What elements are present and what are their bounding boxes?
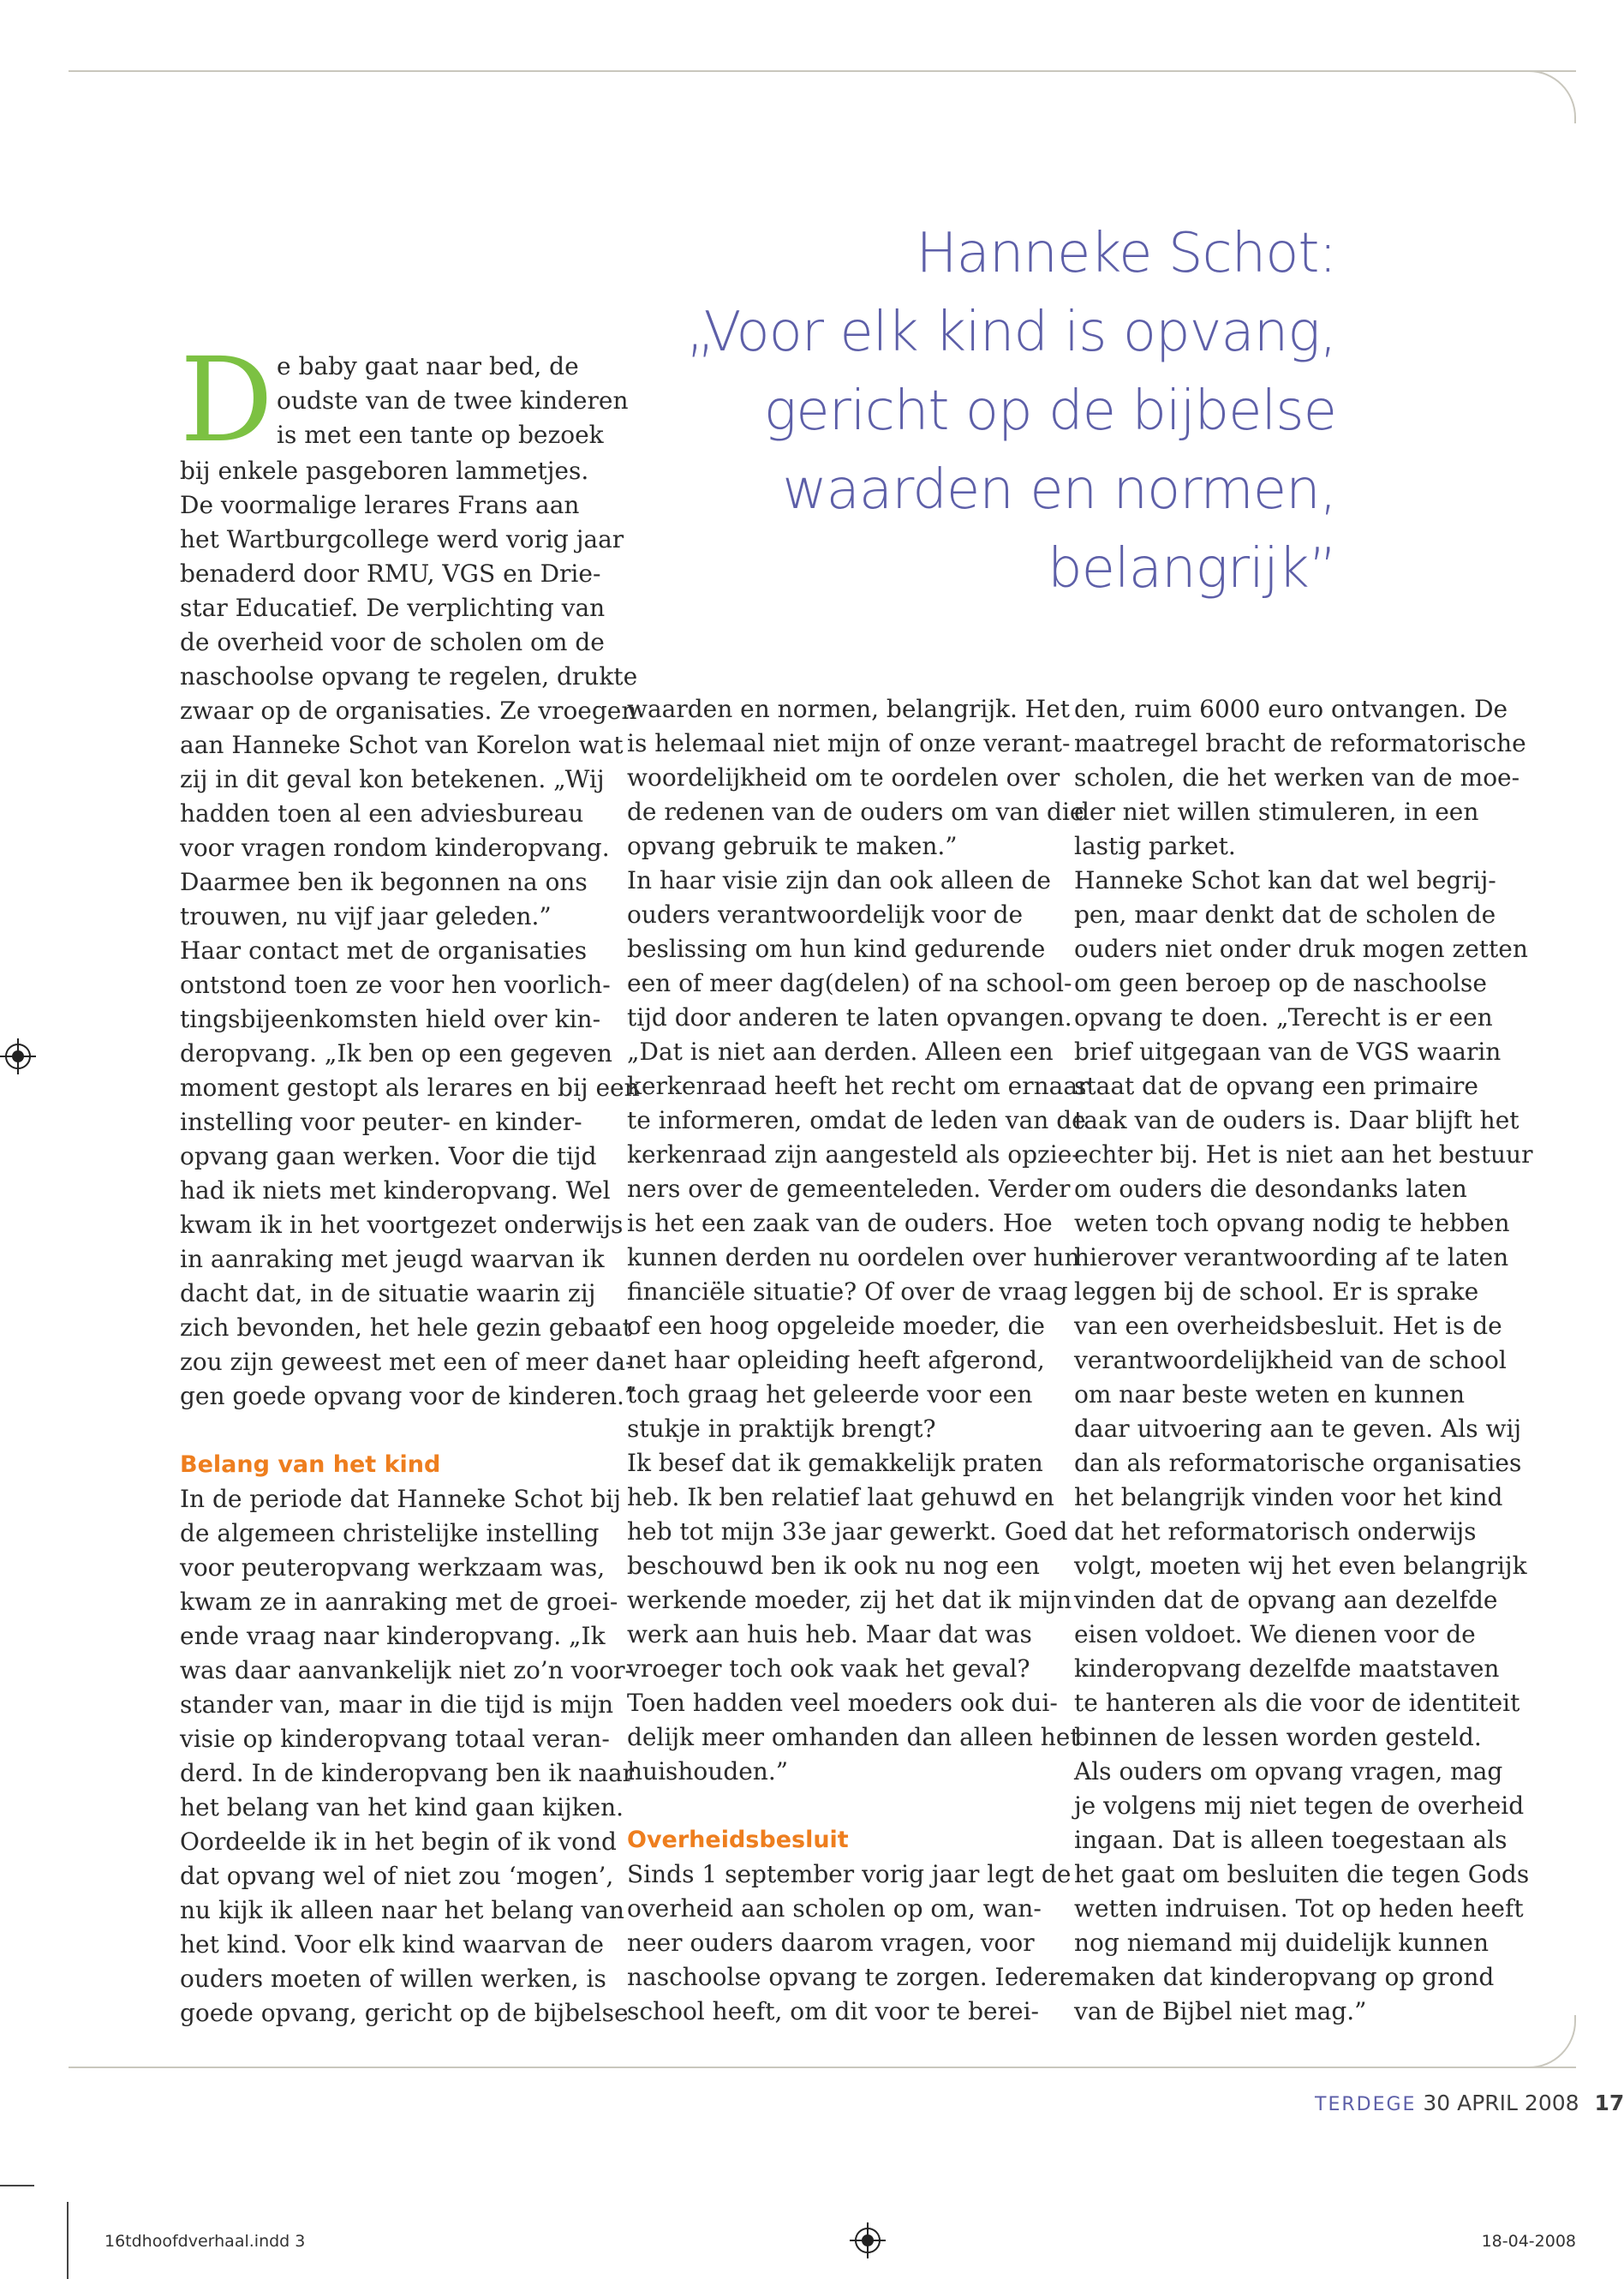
text-line: vroeger toch ook vaak het geval? bbox=[627, 1654, 1030, 1683]
text-line: verantwoordelijkheid van de school bbox=[1074, 1346, 1507, 1374]
text-line: Daarmee ben ik begonnen na ons bbox=[180, 868, 588, 896]
column-2-text-continued bbox=[627, 1857, 1074, 2029]
drop-cap: D bbox=[180, 333, 274, 469]
text-line: van de Bijbel niet mag.” bbox=[1074, 1997, 1367, 2025]
text-line: ners over de gemeenteleden. Verder bbox=[627, 1175, 1071, 1203]
text-line: Toen hadden veel moeders ook dui- bbox=[627, 1689, 1058, 1717]
text-line: het gaat om besluiten die tegen Gods bbox=[1074, 1860, 1530, 1888]
text-line: je volgens mij niet tegen de overheid bbox=[1074, 1791, 1525, 1820]
text-line: binnen de lessen worden gesteld. bbox=[1074, 1723, 1482, 1751]
pull-quote-line: „Voor elk kind is opvang, bbox=[686, 301, 1336, 364]
text-line: om ouders die desondanks laten bbox=[1074, 1175, 1467, 1203]
text-line: Als ouders om opvang vragen, mag bbox=[1074, 1757, 1503, 1786]
text-line: wetten indruisen. Tot op heden heeft bbox=[1074, 1894, 1524, 1923]
text-line: om naar beste weten en kunnen bbox=[1074, 1380, 1466, 1409]
article-column-2 bbox=[627, 692, 1090, 2029]
text-line: star Educatief. De verplichting van bbox=[180, 594, 606, 622]
text-line: zwaar op de organisaties. Ze vroegen bbox=[180, 697, 637, 725]
text-line: opvang te doen. „Terecht is er een bbox=[1074, 1003, 1493, 1032]
text-line: neer ouders daarom vragen, voor bbox=[627, 1929, 1035, 1957]
column-1-text bbox=[180, 454, 640, 1414]
text-line: stukje in praktijk brengt? bbox=[627, 1415, 936, 1443]
text-line: had ik niets met kinderopvang. Wel bbox=[180, 1176, 611, 1205]
text-line: werk aan huis heb. Maar dat was bbox=[627, 1620, 1032, 1648]
text-line: kwam ik in het voortgezet onderwijs bbox=[180, 1211, 624, 1239]
text-line: der niet willen stimuleren, in een bbox=[1074, 798, 1479, 826]
text-line: brief uitgegaan van de VGS waarin bbox=[1074, 1038, 1502, 1066]
text-line: echter bij. Het is niet aan het bestuur bbox=[1074, 1140, 1533, 1169]
text-line: vinden dat de opvang aan dezelfde bbox=[1074, 1586, 1498, 1614]
text-line: een of meer dag(delen) of na school- bbox=[627, 969, 1072, 997]
text-line: daar uitvoering aan te geven. Als wij bbox=[1074, 1415, 1522, 1443]
text-line: benaderd door RMU, VGS en Drie- bbox=[180, 559, 601, 588]
text-line: staat dat de opvang een primaire bbox=[1074, 1072, 1478, 1100]
text-line: in aanraking met jeugd waarvan ik bbox=[180, 1245, 605, 1273]
pull-quote-line: belangrijk” bbox=[1047, 537, 1336, 601]
text-line: Oordeelde ik in het begin of ik vond bbox=[180, 1827, 617, 1856]
text-line: nog niemand mij duidelijk kunnen bbox=[1074, 1929, 1489, 1957]
text-line: te informeren, omdat de leden van de bbox=[627, 1106, 1086, 1134]
text-line: het belang van het kind gaan kijken. bbox=[180, 1793, 624, 1821]
text-line: of een hoog opgeleide moeder, die bbox=[627, 1312, 1045, 1340]
text-line: Ik besef dat ik gemakkelijk praten bbox=[627, 1449, 1043, 1477]
text-line: den, ruim 6000 euro ontvangen. De bbox=[1074, 695, 1508, 723]
text-line: leggen bij de school. Er is sprake bbox=[1074, 1277, 1479, 1306]
text-line: ouders verantwoordelijk voor de bbox=[627, 900, 1024, 929]
text-line: voor vragen rondom kinderopvang. bbox=[180, 834, 610, 862]
text-line: kwam ze in aanraking met de groei- bbox=[180, 1588, 618, 1616]
text-line: ouders moeten of willen werken, is bbox=[180, 1965, 606, 1993]
text-line: heb. Ik ben relatief laat gehuwd en bbox=[627, 1483, 1054, 1511]
text-line: kunnen derden nu oordelen over hun bbox=[627, 1243, 1080, 1271]
text-line: beschouwd ben ik ook nu nog een bbox=[627, 1552, 1040, 1580]
text-line: school heeft, om dit voor te berei- bbox=[627, 1997, 1039, 2025]
text-line: tijd door anderen te laten opvangen. bbox=[627, 1003, 1072, 1032]
text-line: taak van de ouders is. Daar blijft het bbox=[1074, 1106, 1520, 1134]
text-line: kinderopvang dezelfde maatstaven bbox=[1074, 1654, 1500, 1683]
issue-date: 30 APRIL 2008 bbox=[1423, 2091, 1579, 2115]
text-line: het Wartburgcollege werd vorig jaar bbox=[180, 525, 624, 553]
text-line: weten toch opvang nodig te hebben bbox=[1074, 1209, 1510, 1237]
text-line: bij enkele pasgeboren lammetjes. bbox=[180, 457, 589, 485]
article-column-1 bbox=[180, 333, 640, 2031]
crop-mark bbox=[67, 2202, 69, 2279]
text-line: scholen, die het werken van de moe- bbox=[1074, 763, 1520, 792]
text-line: trouwen, nu vijf jaar geleden.” bbox=[180, 902, 552, 930]
text-line: voor peuteropvang werkzaam was, bbox=[180, 1553, 606, 1582]
article-column-3 bbox=[1074, 692, 1533, 2029]
text-line: toch graag het geleerde voor een bbox=[627, 1380, 1033, 1409]
text-line: ende vraag naar kinderopvang. „Ik bbox=[180, 1622, 606, 1650]
text-line: werkende moeder, zij het dat ik mijn bbox=[627, 1586, 1072, 1614]
text-line: waarden en normen, belangrijk. Het bbox=[627, 695, 1071, 723]
text-line: is met een tante op bezoek bbox=[277, 421, 604, 449]
crop-mark bbox=[0, 2185, 34, 2186]
text-line: maken dat kinderopvang op grond bbox=[1074, 1963, 1495, 1991]
text-line: In de periode dat Hanneke Schot bij bbox=[180, 1485, 621, 1513]
text-line: nu kijk ik alleen naar het belang van bbox=[180, 1896, 624, 1924]
text-line: dacht dat, in de situatie waarin zij bbox=[180, 1279, 596, 1307]
text-line: om geen beroep op de naschoolse bbox=[1074, 969, 1487, 997]
text-line: financiële situatie? Of over de vraag bbox=[627, 1277, 1068, 1306]
top-right-corner-rule bbox=[1523, 70, 1576, 123]
text-line: derd. In de kinderopvang ben ik naar bbox=[180, 1759, 635, 1787]
text-line: huishouden.” bbox=[627, 1757, 789, 1786]
subheading-overheidsbesluit: Overheidsbesluit bbox=[627, 1827, 849, 1853]
text-line: dat opvang wel of niet zou ‘mogen’, bbox=[180, 1862, 614, 1890]
pull-quote-line: waarden en normen, bbox=[782, 458, 1336, 522]
pull-quote-line: Hanneke Schot: bbox=[916, 222, 1336, 285]
text-line: is het een zaak van de ouders. Hoe bbox=[627, 1209, 1053, 1237]
page-number: 17 bbox=[1594, 2091, 1624, 2115]
text-line: ingaan. Dat is alleen toegestaan als bbox=[1074, 1826, 1508, 1854]
text-line: volgt, moeten wij het even belangrijk bbox=[1074, 1552, 1527, 1580]
text-line: zij in dit geval kon betekenen. „Wij bbox=[180, 765, 605, 793]
pull-quote-line: gericht op de bijbelse bbox=[763, 380, 1336, 443]
text-line: Hanneke Schot kan dat wel begrij- bbox=[1074, 866, 1496, 894]
text-line: moment gestopt als lerares en bij een bbox=[180, 1074, 640, 1102]
text-line: De voormalige lerares Frans aan bbox=[180, 491, 580, 519]
text-line: pen, maar denkt dat de scholen de bbox=[1074, 900, 1496, 929]
text-line: de redenen van de ouders om van die bbox=[627, 798, 1084, 826]
text-line: dan als reformatorische organisaties bbox=[1074, 1449, 1522, 1477]
text-line: hierover verantwoording af te laten bbox=[1074, 1243, 1509, 1271]
slug-filename: 16tdhoofdverhaal.indd 3 bbox=[104, 2232, 306, 2251]
text-line: van een overheidsbesluit. Het is de bbox=[1074, 1312, 1502, 1340]
text-line: goede opvang, gericht op de bijbelse bbox=[180, 1999, 629, 2027]
text-line: naschoolse opvang te regelen, drukte bbox=[180, 662, 638, 691]
text-line: e baby gaat naar bed, de bbox=[277, 352, 579, 380]
magazine-name: TERDEGE bbox=[1315, 2094, 1417, 2115]
text-line: eisen voldoet. We dienen voor de bbox=[1074, 1620, 1476, 1648]
registration-mark-icon bbox=[5, 1044, 31, 1069]
column-3-text bbox=[1074, 692, 1533, 2029]
text-line: lastig parket. bbox=[1074, 832, 1236, 860]
text-line: het kind. Voor elk kind waarvan de bbox=[180, 1930, 604, 1959]
text-line: de overheid voor de scholen om de bbox=[180, 628, 605, 656]
text-line: het belangrijk vinden voor het kind bbox=[1074, 1483, 1503, 1511]
text-line: heb tot mijn 33e jaar gewerkt. Goed bbox=[627, 1517, 1068, 1546]
text-line: instelling voor peuter- en kinder- bbox=[180, 1108, 582, 1136]
text-line: zich bevonden, het hele gezin gebaat bbox=[180, 1313, 632, 1342]
text-line: beslissing om hun kind gedurende bbox=[627, 935, 1046, 963]
text-line: woordelijkheid om te oordelen over bbox=[627, 763, 1060, 792]
text-line: Haar contact met de organisaties bbox=[180, 936, 588, 965]
text-line: kerkenraad heeft het recht om ernaar bbox=[627, 1072, 1090, 1100]
text-line: is helemaal niet mijn of onze verant- bbox=[627, 729, 1071, 757]
text-line: Sinds 1 september vorig jaar legt de bbox=[627, 1860, 1072, 1888]
text-line: net haar opleiding heeft afgerond, bbox=[627, 1346, 1045, 1374]
page-folio bbox=[1315, 2091, 1624, 2115]
text-line: maatregel bracht de reformatorische bbox=[1074, 729, 1526, 757]
text-line: overheid aan scholen op om, wan- bbox=[627, 1894, 1042, 1923]
text-line: ouders niet onder druk mogen zetten bbox=[1074, 935, 1528, 963]
text-line: opvang gebruik te maken.” bbox=[627, 832, 958, 860]
text-line: oudste van de twee kinderen bbox=[277, 386, 629, 415]
column-1-text-continued bbox=[180, 1482, 635, 2031]
subheading-belang-van-het-kind: Belang van het kind bbox=[180, 1451, 441, 1478]
top-frame-rule bbox=[69, 70, 1576, 72]
text-line: te hanteren als die voor de identiteit bbox=[1074, 1689, 1520, 1717]
text-line: opvang gaan werken. Voor die tijd bbox=[180, 1142, 597, 1170]
text-line: de algemeen christelijke instelling bbox=[180, 1519, 600, 1547]
text-line: naschoolse opvang te zorgen. Iedere bbox=[627, 1963, 1074, 1991]
bottom-frame-rule bbox=[69, 2067, 1576, 2068]
text-line: dat het reformatorisch onderwijs bbox=[1074, 1517, 1477, 1546]
text-line: kerkenraad zijn aangesteld als opzie- bbox=[627, 1140, 1080, 1169]
text-line: gen goede opvang voor de kinderen.” bbox=[180, 1382, 637, 1410]
text-line: visie op kinderopvang totaal veran- bbox=[180, 1725, 610, 1753]
text-line: In haar visie zijn dan ook alleen de bbox=[627, 866, 1051, 894]
text-line: zou zijn geweest met een of meer da- bbox=[180, 1348, 634, 1376]
column-2-text bbox=[627, 692, 1090, 1789]
text-line: hadden toen al een adviesbureau bbox=[180, 799, 584, 828]
text-line: delijk meer omhanden dan alleen het bbox=[627, 1723, 1080, 1751]
text-line: „Dat is niet aan derden. Alleen een bbox=[627, 1038, 1054, 1066]
text-line: aan Hanneke Schot van Korelon wat bbox=[180, 731, 624, 759]
registration-mark-icon bbox=[855, 2228, 881, 2253]
text-line: was daar aanvankelijk niet zo’n voor- bbox=[180, 1656, 634, 1684]
text-line: tingsbijeenkomsten hield over kin- bbox=[180, 1005, 601, 1033]
slug-date: 18-04-2008 bbox=[1481, 2232, 1576, 2251]
text-line: stander van, maar in die tijd is mijn bbox=[180, 1690, 614, 1719]
text-line: deropvang. „Ik ben op een gegeven bbox=[180, 1039, 612, 1068]
text-line: ontstond toen ze voor hen voorlich- bbox=[180, 971, 611, 999]
bottom-right-corner-rule bbox=[1523, 2015, 1576, 2068]
